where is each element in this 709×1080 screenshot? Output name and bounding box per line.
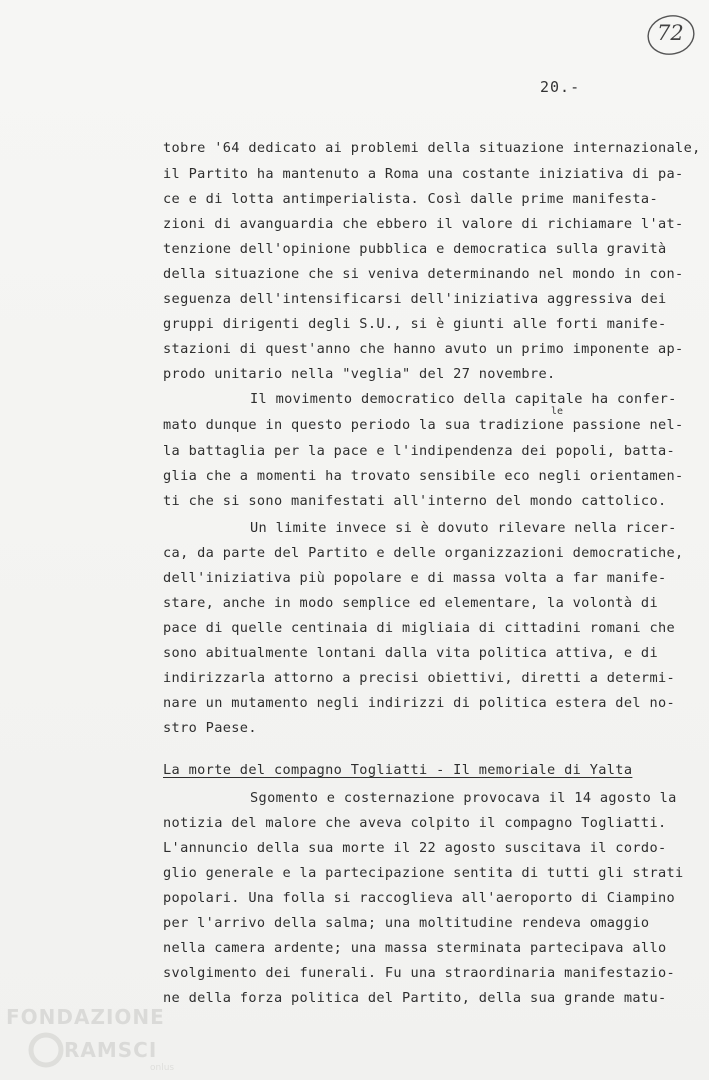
text-line: sono abitualmente lontani dalla vita politica attiva, e di (163, 645, 658, 661)
text-line: notizia del malore che aveva colpito il compagno Togliatti. (163, 815, 667, 831)
text-line: tobre '64 dedicato ai problemi della situazione internazionale, (163, 140, 701, 156)
text-line: stazioni di quest'anno che hanno avuto un primo imponente ap- (163, 341, 684, 357)
text-line: Sgomento e costernazione provocava il 14 agosto la (250, 790, 677, 806)
fondazione-gramsci-watermark (4, 1000, 204, 1075)
text-line: svolgimento dei funerali. Fu una straordinaria manifestazio- (163, 965, 676, 981)
page-number: 20.- (540, 78, 581, 96)
handwritten-correction: le (551, 406, 564, 417)
text-line: popolari. Una folla si raccoglieva all'aeroporto di Ciampino (163, 890, 676, 906)
text-line: gruppi dirigenti degli S.U., si è giunti alle forti manife- (163, 316, 667, 332)
archive-number-stamp (645, 12, 697, 58)
text-line: Il movimento democratico della capitale ha confer- (250, 391, 677, 407)
text-line: nare un mutamento negli indirizzi di politica estera del no- (163, 695, 676, 711)
text-line: ca, da parte del Partito e delle organizzazioni democratiche, (163, 545, 684, 561)
text-line: della situazione che si veniva determinando nel mondo in con- (163, 266, 684, 282)
text-line: per l'arrivo della salma; una moltitudine rendeva omaggio (163, 915, 650, 931)
watermark-logo-icon (4, 1000, 204, 1075)
text-line: ti che si sono manifestati all'interno del mondo cattolico. (163, 493, 667, 509)
text-line: Un limite invece si è dovuto rilevare nella ricer- (250, 520, 677, 536)
text-line: stare, anche in modo semplice ed elementare, la volontà di (163, 595, 658, 611)
svg-text:RAMSCI: RAMSCI (64, 1038, 158, 1062)
text-line: prodo unitario nella "veglia" del 27 novembre. (163, 366, 556, 382)
svg-text:FONDAZIONE: FONDAZIONE (6, 1005, 165, 1029)
text-line: la battaglia per la pace e l'indipendenza dei popoli, batta- (163, 443, 676, 459)
archive-number: 72 (657, 21, 684, 45)
text-line: seguenza dell'intensificarsi dell'iniziativa aggressiva dei (163, 291, 667, 307)
text-line: L'annuncio della sua morte il 22 agosto suscitava il cordo- (163, 840, 667, 856)
text-line: glio generale e la partecipazione sentita di tutti gli strati (163, 865, 684, 881)
text-line: dell'iniziativa più popolare e di massa volta a far manife- (163, 570, 667, 586)
text-line: stro Paese. (163, 720, 257, 736)
text-line: ce e di lotta antimperialista. Così dalle prime manifesta- (163, 191, 658, 207)
text-line: indirizzarla attorno a precisi obiettivi, diretti a determi- (163, 670, 676, 686)
text-line: mato dunque in questo periodo la sua tradizione passione nel- (163, 417, 684, 433)
text-line: zioni di avanguardia che ebbero il valore di richiamare l'at- (163, 216, 684, 232)
svg-text:onlus: onlus (150, 1063, 175, 1073)
text-line: ne della forza politica del Partito, della sua grande matu- (163, 990, 667, 1006)
section-heading: La morte del compagno Togliatti - Il memoriale di Yalta (163, 762, 633, 778)
text-line: nella camera ardente; una massa sterminata partecipava allo (163, 940, 667, 956)
text-line: glia che a momenti ha trovato sensibile eco negli orientamen- (163, 468, 684, 484)
text-line: pace di quelle centinaia di migliaia di cittadini romani che (163, 620, 676, 636)
text-line: tenzione dell'opinione pubblica e democratica sulla gravità (163, 241, 667, 257)
text-line: il Partito ha mantenuto a Roma una costante iniziativa di pa- (163, 166, 684, 182)
